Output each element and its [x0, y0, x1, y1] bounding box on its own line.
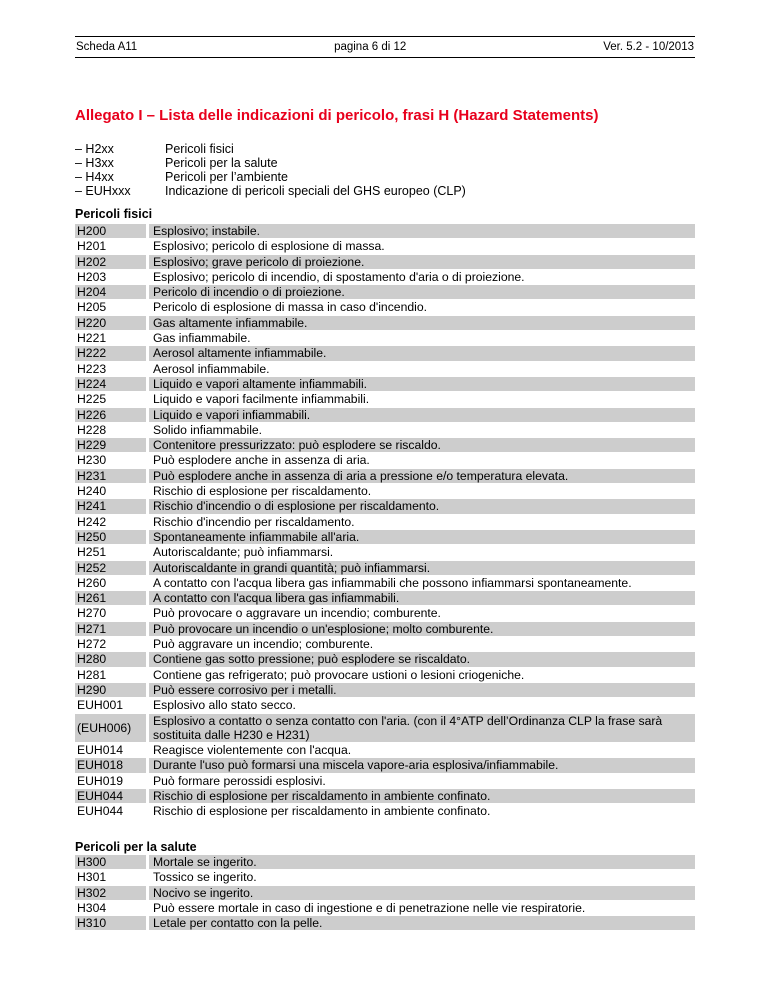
- hazard-code: H280: [75, 652, 146, 666]
- hazard-code: H224: [75, 377, 146, 391]
- hazard-code: H310: [75, 916, 146, 930]
- table-row: [75, 758, 695, 772]
- hazard-statement: Aerosol infiammabile.: [153, 361, 270, 376]
- hazard-statement: Può esplodere anche in assenza di aria a pressione e/o temperatura elevata.: [149, 469, 695, 483]
- hazard-code: H250: [75, 530, 146, 544]
- hazard-statement: Gas infiammabile.: [153, 331, 251, 346]
- table-row: [75, 698, 695, 712]
- table-row: [75, 804, 695, 818]
- hazard-statement: Può essere mortale in caso di ingestione e di penetrazione nelle vie respiratorie.: [153, 900, 586, 915]
- table-row: [75, 438, 695, 452]
- hazard-statement: Aerosol altamente infiammabile.: [149, 346, 695, 360]
- hazard-code: H204: [75, 285, 146, 299]
- hazard-statement: Liquido e vapori facilmente infiammabili.: [153, 392, 370, 407]
- hazard-code: EUH019: [77, 773, 124, 788]
- section-title-health: Pericoli per la salute: [75, 840, 197, 854]
- hazard-code: EUH014: [77, 743, 124, 758]
- hazard-code: H230: [77, 453, 107, 468]
- hazard-code: H301: [77, 870, 107, 885]
- table-row: [75, 576, 695, 590]
- hazard-legend: [75, 142, 466, 198]
- table-row: [75, 300, 695, 314]
- hazard-code: EUH044: [75, 789, 146, 803]
- hazard-statement: Liquido e vapori infiammabili.: [149, 408, 695, 422]
- hazard-statement: Tossico se ingerito.: [153, 870, 257, 885]
- hazard-statement: Esplosivo; grave pericolo di proiezione.: [149, 255, 695, 269]
- hazard-code: H222: [75, 346, 146, 360]
- hazard-statement: Gas altamente infiammabile.: [149, 316, 695, 330]
- hazard-statement: Autoriscaldante in grandi quantità; può infiammarsi.: [149, 561, 695, 575]
- legend-text: Indicazione di pericoli speciali del GHS europeo (CLP): [165, 184, 466, 198]
- hazard-statement: Può provocare o aggravare un incendio; comburente.: [153, 606, 441, 621]
- hazard-code: H203: [77, 269, 107, 284]
- table-row: [75, 901, 695, 915]
- table-row: [75, 591, 695, 605]
- hazard-code: H272: [77, 637, 107, 652]
- hazard-statement: Esplosivo a contatto o senza contatto con l'aria. (con il 4°ATP dell’Ordinanza CLP la frase sarà sostituita dalle H230 e H231): [149, 714, 695, 743]
- table-row: [75, 270, 695, 284]
- table-row: [75, 362, 695, 376]
- hazard-statement: Rischio di esplosione per riscaldamento in ambiente confinato.: [153, 804, 491, 819]
- table-row: [75, 870, 695, 884]
- page-title: Allegato I – Lista delle indicazioni di pericolo, frasi H (Hazard Statements): [75, 107, 599, 124]
- hazard-code: H304: [77, 900, 107, 915]
- hazard-code: H240: [77, 484, 107, 499]
- hazard-statement: Esplosivo allo stato secco.: [153, 698, 296, 713]
- hazard-statement: Esplosivo; pericolo di incendio, di spostamento d'aria o di proiezione.: [153, 269, 525, 284]
- table-row: [75, 392, 695, 406]
- hazard-statement: Contiene gas sotto pressione; può esplodere se riscaldato.: [149, 652, 695, 666]
- hazard-code: H242: [77, 514, 107, 529]
- hazard-code: H225: [77, 392, 107, 407]
- hazard-code: H270: [77, 606, 107, 621]
- legend-row: [75, 184, 466, 198]
- table-row: [75, 499, 695, 513]
- hazard-statement: Esplosivo; instabile.: [149, 224, 695, 238]
- hazard-code: H271: [75, 622, 146, 636]
- table-row: [75, 484, 695, 498]
- hazard-code: H231: [75, 469, 146, 483]
- legend-text: Pericoli per l’ambiente: [165, 170, 288, 184]
- hazard-code: H221: [77, 331, 107, 346]
- table-row: [75, 545, 695, 559]
- header-page-number: pagina 6 di 12: [334, 41, 407, 53]
- hazard-statement: Rischio di esplosione per riscaldamento in ambiente confinato.: [149, 789, 695, 803]
- hazard-code: H202: [75, 255, 146, 269]
- hazard-statement: A contatto con l'acqua libera gas infiammabili.: [149, 591, 695, 605]
- hazard-code: H241: [75, 499, 146, 513]
- hazard-code: H220: [75, 316, 146, 330]
- hazard-statement: Durante l'uso può formarsi una miscela vapore-aria esplosiva/infiammabile.: [149, 758, 695, 772]
- table-row: [75, 916, 695, 930]
- table-row: [75, 561, 695, 575]
- table-row: [75, 714, 695, 743]
- hazard-statement: Può essere corrosivo per i metalli.: [149, 683, 695, 697]
- hazard-statement: Nocivo se ingerito.: [149, 886, 695, 900]
- table-row: [75, 285, 695, 299]
- hazard-statement: Liquido e vapori altamente infiammabili.: [149, 377, 695, 391]
- hazard-code: H290: [75, 683, 146, 697]
- table-row: [75, 668, 695, 682]
- hazard-code: H200: [75, 224, 146, 238]
- hazard-code: EUH044: [77, 804, 124, 819]
- hazard-code: H205: [77, 300, 107, 315]
- table-row: [75, 855, 695, 869]
- table-row: [75, 743, 695, 757]
- legend-row: [75, 142, 466, 156]
- hazard-code: H229: [75, 438, 146, 452]
- table-row: [75, 637, 695, 651]
- table-row: [75, 789, 695, 803]
- hazard-code: H228: [77, 422, 107, 437]
- hazard-statement: Letale per contatto con la pelle.: [149, 916, 695, 930]
- table-row: [75, 255, 695, 269]
- table-row: [75, 224, 695, 238]
- hazard-statement: Autoriscaldante; può infiammarsi.: [153, 545, 334, 560]
- hazard-code: H300: [75, 855, 146, 869]
- legend-text: Pericoli fisici: [165, 142, 234, 156]
- legend-row: [75, 156, 466, 170]
- hazard-table-health: [75, 855, 695, 931]
- header-version: Ver. 5.2 - 10/2013: [603, 41, 694, 53]
- hazard-statement: Può aggravare un incendio; comburente.: [153, 637, 374, 652]
- hazard-code: H281: [77, 667, 107, 682]
- table-row: [75, 530, 695, 544]
- legend-code: – H3xx: [75, 156, 114, 170]
- hazard-statement: Può esplodere anche in assenza di aria.: [153, 453, 370, 468]
- hazard-statement: A contatto con l'acqua libera gas infiammabili che possono infiammarsi spontaneamente.: [153, 575, 632, 590]
- hazard-statement: Contenitore pressurizzato: può esplodere se riscaldo.: [149, 438, 695, 452]
- hazard-statement: Esplosivo; pericolo di esplosione di massa.: [153, 239, 385, 254]
- hazard-statement: Può formare perossidi esplosivi.: [153, 773, 326, 788]
- hazard-code: H252: [75, 561, 146, 575]
- legend-row: [75, 170, 466, 184]
- table-row: [75, 331, 695, 345]
- hazard-statement: Rischio d'incendio per riscaldamento.: [153, 514, 355, 529]
- section-title-physical: Pericoli fisici: [75, 207, 153, 221]
- hazard-statement: Solido infiammabile.: [153, 422, 263, 437]
- hazard-code: H223: [77, 361, 107, 376]
- table-row: [75, 239, 695, 253]
- legend-text: Pericoli per la salute: [165, 156, 278, 170]
- hazard-code: EUH018: [75, 758, 146, 772]
- page-header: [75, 36, 695, 58]
- table-row: [75, 774, 695, 788]
- hazard-code: H260: [77, 575, 107, 590]
- hazard-statement: Pericolo di esplosione di massa in caso d'incendio.: [153, 300, 427, 315]
- hazard-statement: Rischio d'incendio o di esplosione per riscaldamento.: [149, 499, 695, 513]
- table-row: [75, 469, 695, 483]
- hazard-code: EUH001: [77, 698, 124, 713]
- hazard-statement: Reagisce violentemente con l'acqua.: [153, 743, 352, 758]
- hazard-statement: Spontaneamente infiammabile all'aria.: [149, 530, 695, 544]
- hazard-code: H201: [77, 239, 107, 254]
- table-row: [75, 377, 695, 391]
- table-row: [75, 515, 695, 529]
- hazard-code: H226: [75, 408, 146, 422]
- hazard-statement: Rischio di esplosione per riscaldamento.: [153, 484, 372, 499]
- header-document-id: Scheda A11: [76, 41, 138, 53]
- hazard-table-physical: [75, 224, 695, 820]
- hazard-code: (EUH006): [75, 714, 146, 743]
- table-row: [75, 606, 695, 620]
- table-row: [75, 886, 695, 900]
- hazard-statement: Pericolo di incendio o di proiezione.: [149, 285, 695, 299]
- table-row: [75, 622, 695, 636]
- table-row: [75, 652, 695, 666]
- table-row: [75, 453, 695, 467]
- table-row: [75, 683, 695, 697]
- hazard-code: H302: [75, 886, 146, 900]
- table-row: [75, 408, 695, 422]
- hazard-code: H261: [75, 591, 146, 605]
- hazard-statement: Contiene gas refrigerato; può provocare ustioni o lesioni criogeniche.: [153, 667, 525, 682]
- legend-code: – EUHxxx: [75, 184, 131, 198]
- legend-code: – H2xx: [75, 142, 114, 156]
- table-row: [75, 346, 695, 360]
- hazard-code: H251: [77, 545, 107, 560]
- table-row: [75, 423, 695, 437]
- table-row: [75, 316, 695, 330]
- legend-code: – H4xx: [75, 170, 114, 184]
- hazard-statement: Mortale se ingerito.: [149, 855, 695, 869]
- hazard-statement: Può provocare un incendio o un'esplosione; molto comburente.: [149, 622, 695, 636]
